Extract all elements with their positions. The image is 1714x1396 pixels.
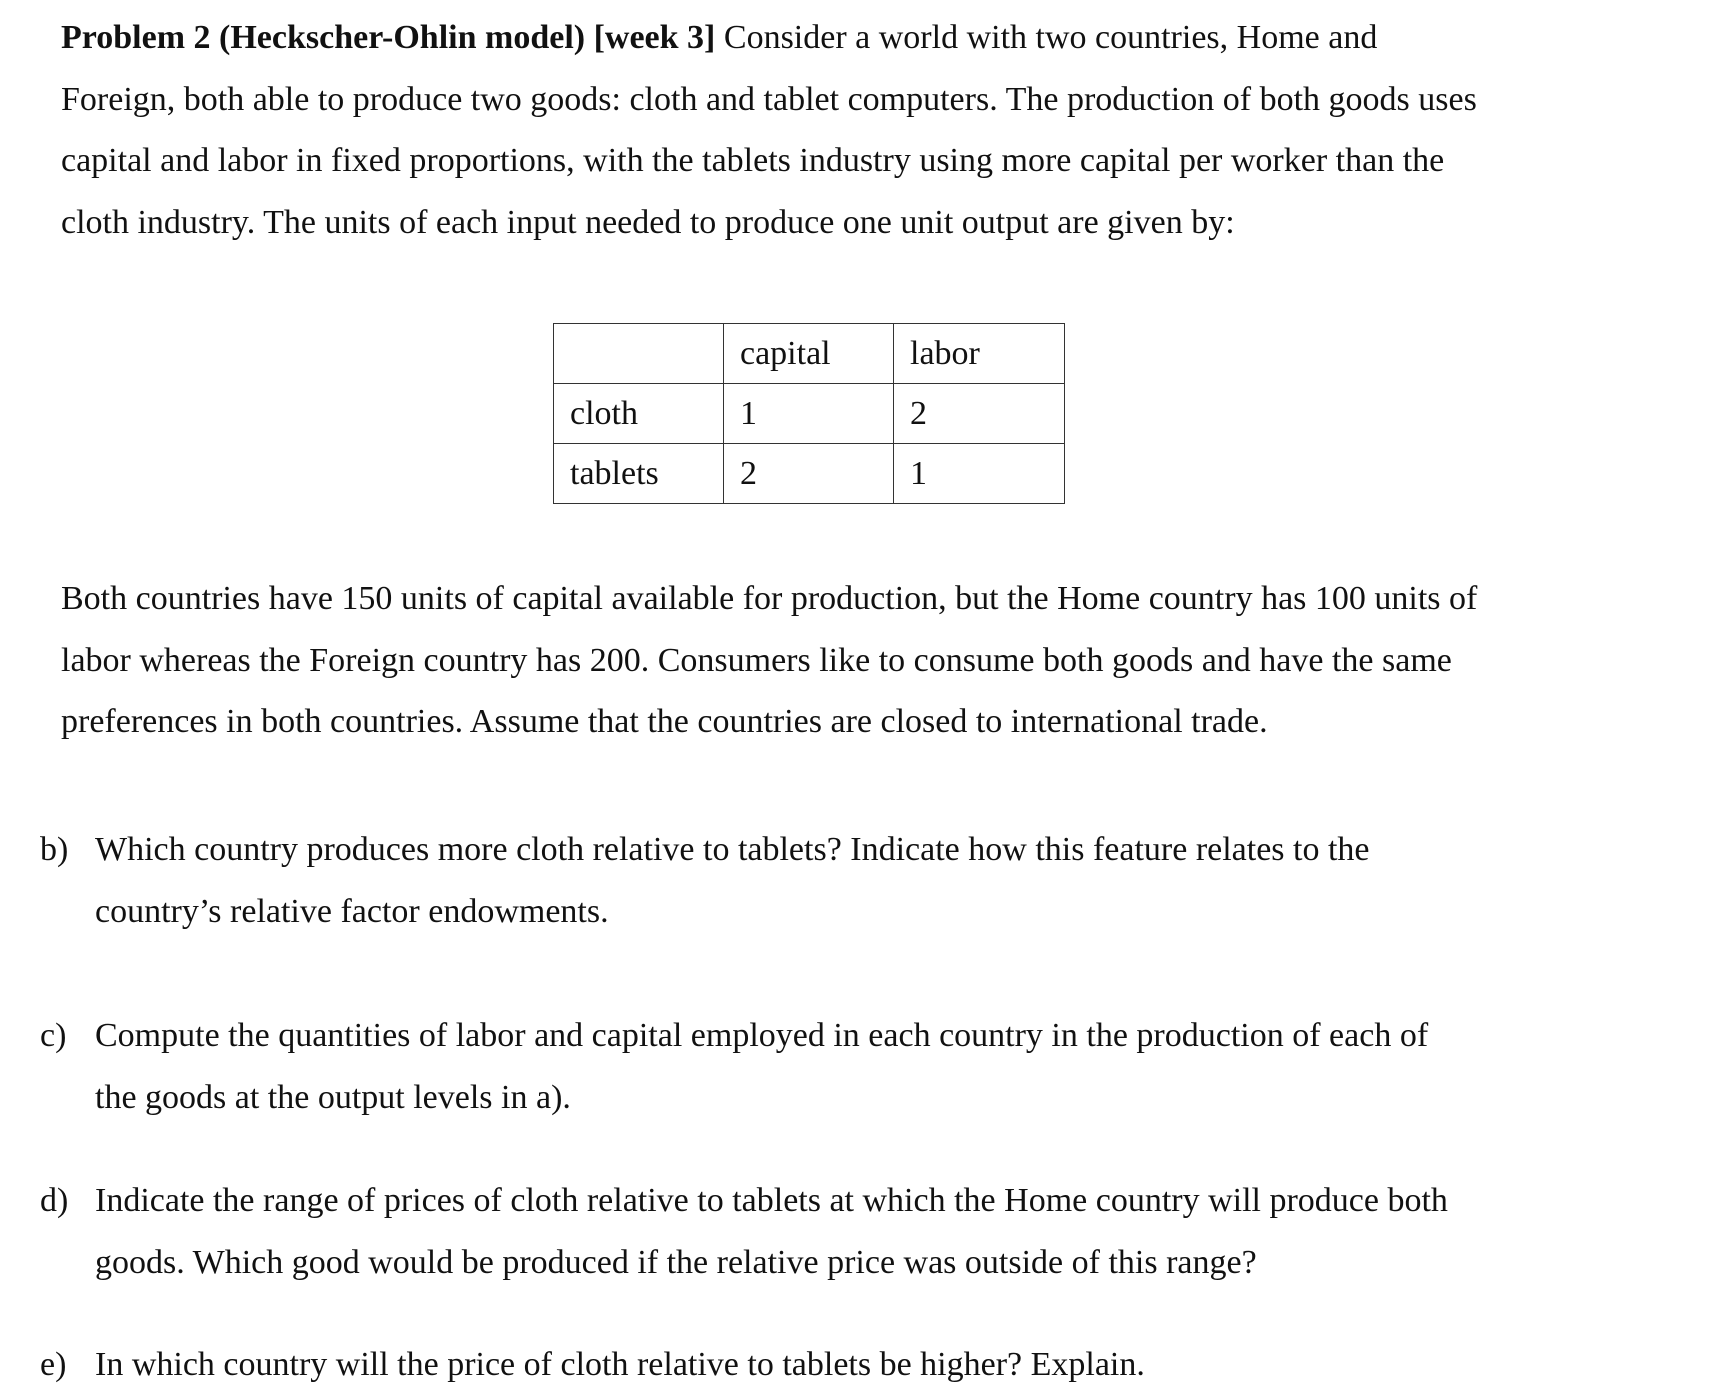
question-text: [95, 1170, 1640, 1293]
question-line: In which country will the price of cloth relative to tablets be higher? Explain.: [95, 1346, 1145, 1383]
paragraph-line: preferences in both countries. Assume that the countries are closed to international trade.: [61, 703, 1268, 740]
paragraph-line: labor whereas the Foreign country has 200. Consumers like to consume both goods and have the same: [61, 641, 1452, 679]
table-row-label: tablets: [554, 444, 724, 504]
question-line: country’s relative factor endowments.: [95, 892, 609, 930]
question-line: Which country produces more cloth relative to tablets? Indicate how this feature relates to the: [95, 831, 1370, 868]
endowments-paragraph: [61, 568, 1581, 753]
table-cell: 2: [894, 384, 1065, 444]
question-marker: c): [40, 1017, 67, 1054]
question-line: Compute the quantities of labor and capital employed in each country in the production of each of: [95, 1017, 1429, 1054]
question-marker: b): [40, 831, 69, 868]
table-header-capital: capital: [724, 324, 894, 384]
table-row-label: cloth: [554, 384, 724, 444]
paragraph-line: Both countries have 150 units of capital available for production, but the Home country has 100 units of: [61, 580, 1478, 617]
table-header-labor: labor: [894, 324, 1065, 384]
intro-line: Foreign, both able to produce two goods: cloth and tablet computers. The production of both goods uses: [61, 80, 1477, 118]
table-cell: 1: [724, 384, 894, 444]
intro-line: cloth industry. The units of each input needed to produce one unit output are given by:: [61, 203, 1235, 241]
question-text: [95, 1334, 1640, 1396]
question-d: [40, 1170, 1640, 1293]
question-c: [40, 1005, 1640, 1128]
question-marker: d): [40, 1182, 69, 1219]
table-row: [554, 444, 1065, 504]
question-line: goods. Which good would be produced if the relative price was outside of this range?: [95, 1243, 1257, 1281]
intro-line: Consider a world with two countries, Home and: [723, 19, 1378, 56]
table-corner-cell: [554, 324, 724, 384]
table-cell: 1: [894, 444, 1065, 504]
intro-paragraph: [61, 7, 1581, 253]
table-cell: 2: [724, 444, 894, 504]
input-requirements-table: [553, 323, 1065, 504]
question-e: [40, 1334, 1640, 1396]
question-marker: e): [40, 1346, 67, 1383]
table-row: [554, 384, 1065, 444]
question-text: [95, 819, 1640, 942]
question-text: [95, 1005, 1640, 1128]
problem-heading: Problem 2 (Heckscher-Ohlin model) [week 3]: [61, 19, 716, 56]
question-line: Indicate the range of prices of cloth relative to tablets at which the Home country will produce both: [95, 1182, 1448, 1219]
question-b: [40, 819, 1640, 942]
intro-line: capital and labor in fixed proportions, with the tablets industry using more capital per worker than the: [61, 142, 1445, 179]
question-line: the goods at the output levels in a).: [95, 1078, 571, 1116]
table-header-row: [554, 324, 1065, 384]
